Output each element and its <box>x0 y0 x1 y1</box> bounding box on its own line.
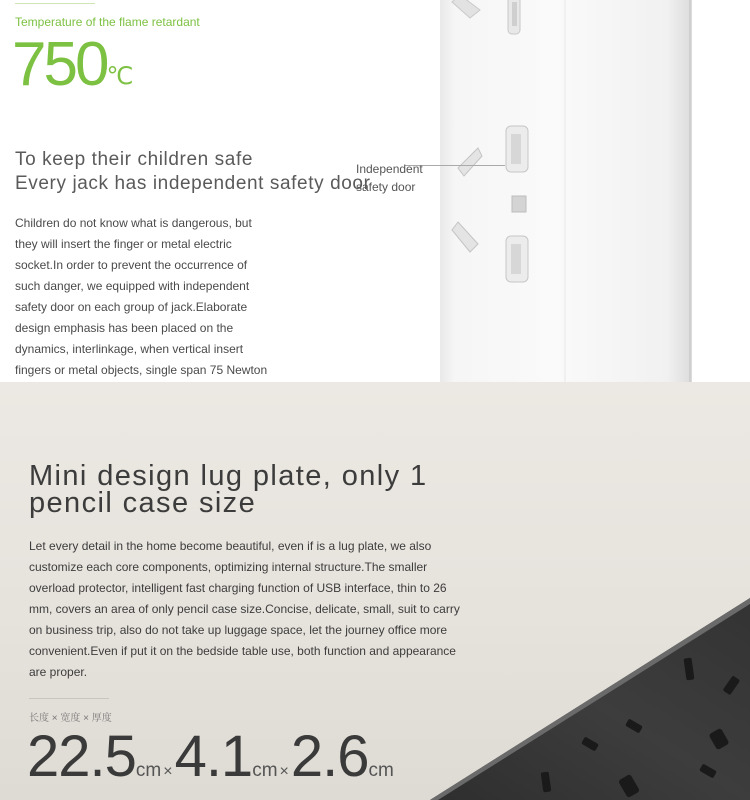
section-heading-line-1: To keep their children safe <box>15 149 253 170</box>
mini-design-section <box>0 382 750 800</box>
safety-door-section <box>0 0 750 382</box>
body-line: dynamics, interlinkage, when vertical insert <box>15 342 244 356</box>
unit-label: cm <box>252 760 278 781</box>
body-line: Children do not know what is dangerous, but <box>15 216 252 230</box>
body-line: mm, covers an area of only pencil case size.Concise, delicate, small, suit to carry <box>29 602 460 616</box>
body-line: they will insert the finger or metal electric <box>15 237 232 251</box>
callout-line-1: Independent <box>356 162 423 176</box>
times-separator: × <box>163 763 173 780</box>
unit-label: cm <box>368 760 394 781</box>
body-line: are proper. <box>29 665 88 679</box>
temperature-unit: ℃ <box>106 63 134 90</box>
flame-retardant-label: Temperature of the flame retardant <box>15 15 200 29</box>
safety-description <box>15 213 285 381</box>
body-line: design emphasis has been placed on the <box>15 321 234 335</box>
width-value: 4.1 <box>174 724 253 789</box>
divider <box>29 698 109 699</box>
section-heading-line-2: Every jack has independent safety door <box>15 173 371 194</box>
times-separator: × <box>279 763 289 780</box>
callout-line-2: safety door <box>356 180 416 194</box>
dimensions-label: 长度 × 宽度 × 厚度 <box>29 713 112 724</box>
divider <box>15 3 95 4</box>
dimensions-readout <box>27 724 394 789</box>
dark-power-strip-image <box>400 582 750 800</box>
mini-design-heading-line-1: Mini design lug plate, only 1 <box>29 460 428 492</box>
body-line: such danger, we equipped with independent <box>15 279 250 293</box>
body-line: on business trip, also do not take up luggage space, let the journey office more <box>29 623 448 637</box>
body-line: socket.In order to prevent the occurrence of <box>15 258 248 272</box>
power-strip-closeup-image <box>440 0 700 382</box>
body-line: Let every detail in the home become beautiful, even if is a lug plate, we also <box>29 539 432 553</box>
temperature-readout <box>12 30 134 99</box>
thickness-value: 2.6 <box>290 724 369 789</box>
body-line: customize each core components, optimizing internal structure.The smaller <box>29 560 428 574</box>
mini-design-heading-line-2: pencil case size <box>29 487 257 519</box>
unit-label: cm <box>135 760 162 781</box>
length-value: 22.5 <box>27 724 136 789</box>
body-line: safety door on each group of jack.Elaborate <box>15 300 248 314</box>
body-line: convenient.Even if put it on the bedside table use, both function and appearance <box>29 644 456 658</box>
body-line: fingers or metal objects, single span 75 Newton <box>15 363 268 377</box>
body-line: overload protector, intelligent fast charging function of USB interface, thin to 26 <box>29 581 447 595</box>
temperature-value: 750 <box>12 30 107 99</box>
